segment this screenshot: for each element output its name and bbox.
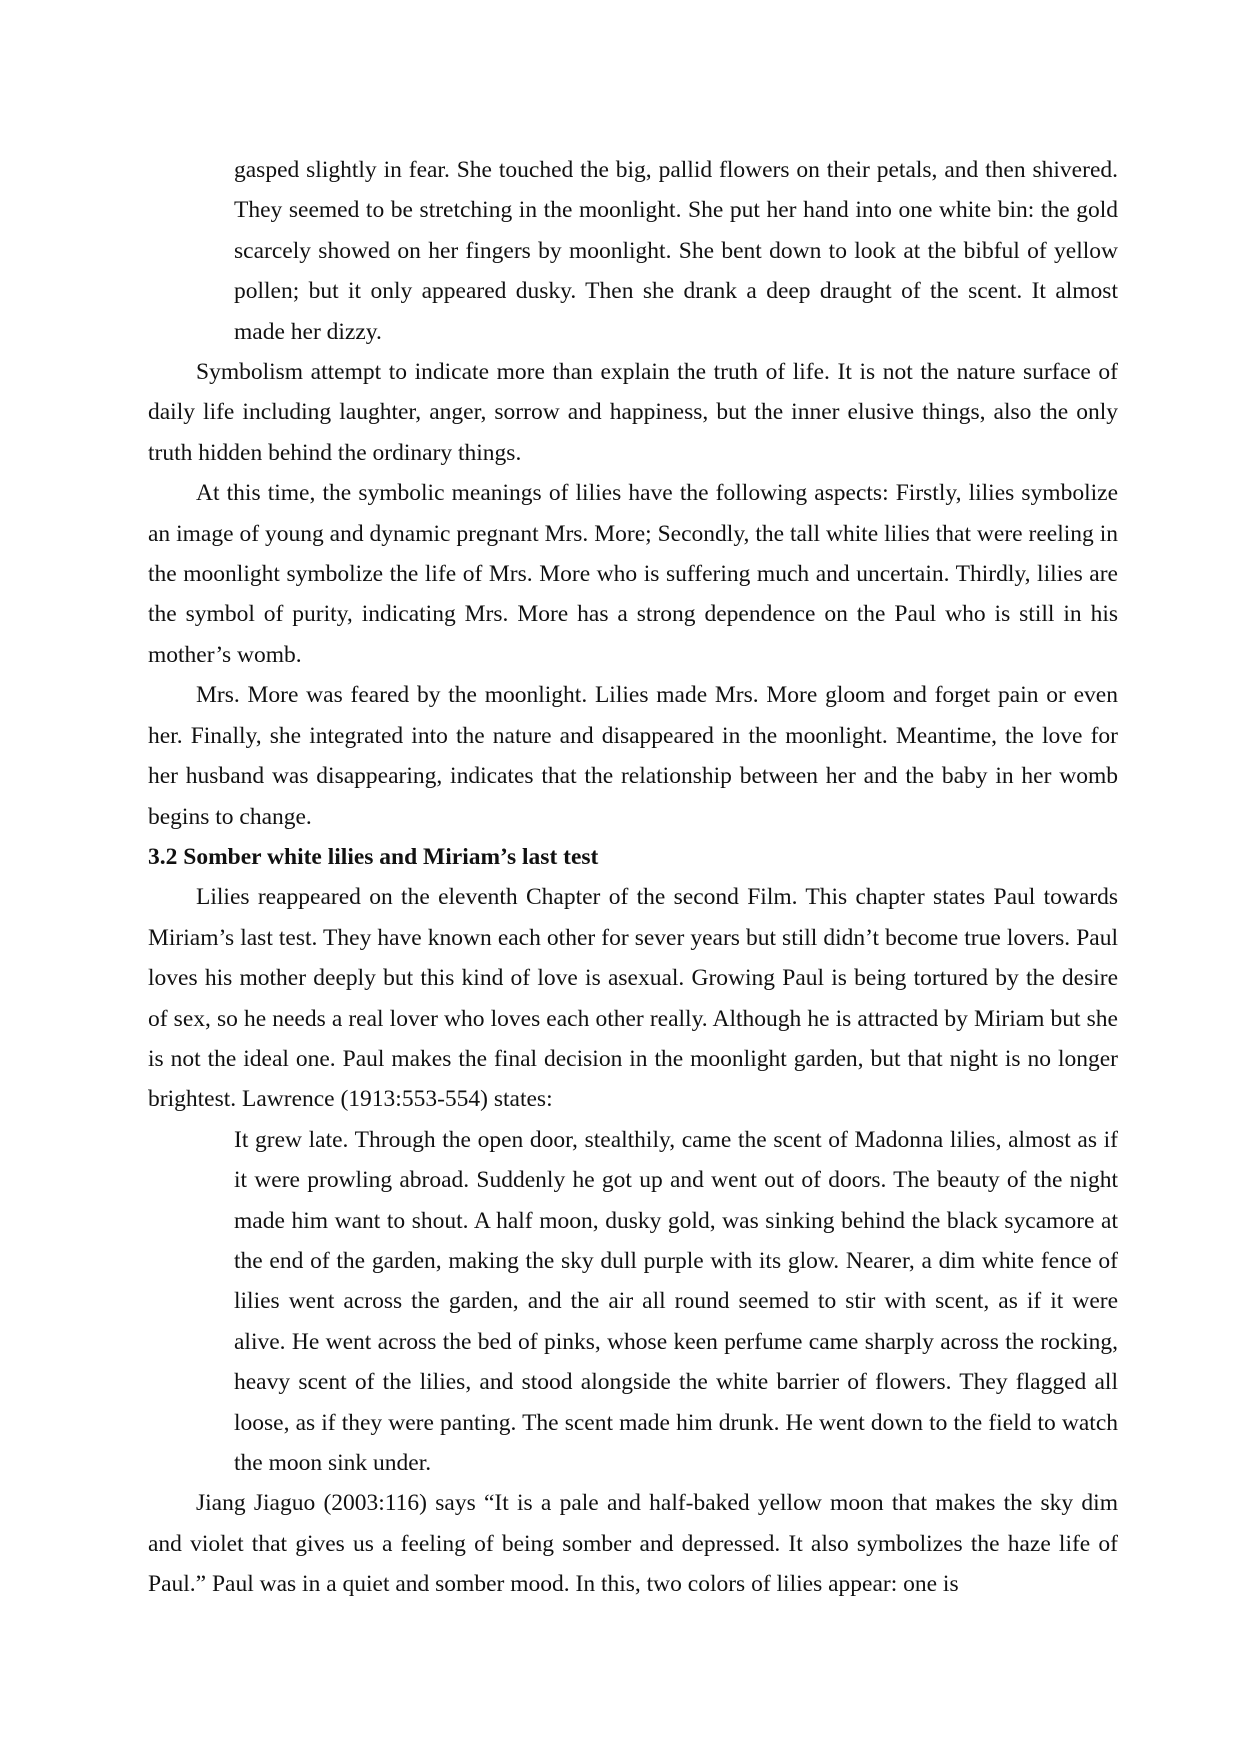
paragraph-miriam-test: Lilies reappeared on the eleventh Chapter of the second Film. This chapter states Paul towards Miriam’s last test. They have known each other for sever years but still didn’t become true lovers. Paul loves his mother deeply but this kind of love is asexual. Growing Paul is being tortured by the desire of sex, so he needs a real lover who loves each other really. Although he is attracted by Miriam but she is not the ideal one. Paul makes the final decision in the moonlight garden, but that night is no longer brightest. Lawrence (1913:553-554) states: — [148, 884, 1118, 1113]
paragraph-symbolic-meanings: At this time, the symbolic meanings of lilies have the following aspects: Firstly, lilies symbolize an image of young and dynamic pregnant Mrs. More; Secondly, the tall white lilies that were reeling in the moonlight symbolize the life of Mrs. More who is suffering much and uncertain. Thirdly, lilies are the symbol of purity, indicating Mrs. More has a strong dependence on the Paul who is still in his mother’s womb. — [148, 480, 1118, 668]
paragraph-mrs-more: Mrs. More was feared by the moonlight. Lilies made Mrs. More gloom and forget pain or even her. Finally, she integrated into the nature and disappeared in the moonlight. Meantime, the love for her husband was disappearing, indicates that the relationship between her and the baby in her womb begins to change. — [148, 682, 1118, 830]
page-body — [148, 150, 1118, 1605]
section-heading: 3.2 Somber white lilies and Miriam’s last test — [148, 843, 599, 870]
paragraph-jiang-jiaguo: Jiang Jiaguo (2003:116) says “It is a pale and half-baked yellow moon that makes the sky dim and violet that gives us a feeling of being somber and depressed. It also symbolizes the haze life of Paul.” Paul was in a quiet and somber mood. In this, two colors of lilies appear: one is — [148, 1490, 1118, 1598]
paragraph-symbolism: Symbolism attempt to indicate more than explain the truth of life. It is not the nature surface of daily life including laughter, anger, sorrow and happiness, but the inner elusive things, also the only truth hidden behind the ordinary things. — [148, 359, 1118, 466]
block-quote-moonlight-lilies: gasped slightly in fear. She touched the big, pallid flowers on their petals, and then shivered. They seemed to be stretching in the moonlight. She put her hand into one white bin: the gold scarcely showed on her fingers by moonlight. She bent down to look at the bibful of yellow pollen; but it only appeared dusky. Then she drank a deep draught of the scent. It almost made her dizzy. — [234, 157, 1118, 345]
block-quote-lawrence: It grew late. Through the open door, stealthily, came the scent of Madonna lilies, almost as if it were prowling abroad. Suddenly he got up and went out of doors. The beauty of the night made him want to shout. A half moon, dusky gold, was sinking behind the black sycamore at the end of the garden, making the sky dull purple with its glow. Nearer, a dim white fence of lilies went across the garden, and the air all round seemed to stir with scent, as if it were alive. He went across the bed of pinks, whose keen perfume came sharply across the rocking, heavy scent of the lilies, and stood alongside the white barrier of flowers. They flagged all loose, as if they were panting. The scent made him drunk. He went down to the field to watch the moon sink under. — [234, 1126, 1118, 1476]
